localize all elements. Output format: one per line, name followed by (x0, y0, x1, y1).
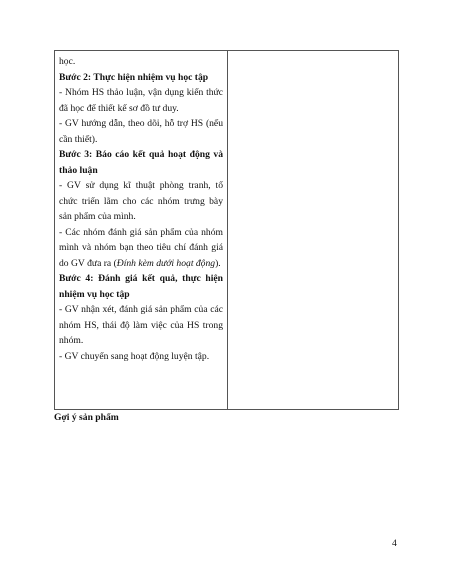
text-line: - Nhóm HS thảo luận, vận dụng kiến thức đã học để thiết kế sơ đồ tư duy. (59, 87, 223, 114)
step-4-heading: Bước 4: Đánh giá kết quả, thực hiện nhiệm vụ học tập (59, 273, 223, 300)
step-3-heading: Bước 3: Báo cáo kết quả hoạt động và thảo luận (59, 149, 223, 176)
step-2-heading: Bước 2: Thực hiện nhiệm vụ học tập (59, 71, 209, 83)
page-number: 4 (392, 538, 397, 549)
text-line: - GV hướng dẫn, theo dõi, hỗ trợ HS (nếu cần thiết). (59, 118, 223, 145)
lesson-activity-table (54, 50, 399, 410)
text-line: - GV sử dụng kĩ thuật phòng tranh, tổ chức triển lãm cho các nhóm trưng bày sản phẩm của mình. (59, 180, 223, 222)
text-line-end: ). (215, 257, 221, 269)
text-line: học. (59, 56, 76, 67)
text-line: - GV nhận xét, đánh giá sản phẩm của các nhóm HS, thái độ làm việc của HS trong nhóm. (59, 304, 223, 346)
text-line: - Các nhóm đánh giá sản phẩm của nhóm mình và nhóm bạn theo tiêu chí đánh giá do GV đưa ra ( (59, 226, 223, 269)
text-line: - GV chuyển sang hoạt động luyện tập. (59, 350, 210, 362)
product-suggestion-heading: Gợi ý sản phẩm (54, 412, 119, 423)
attachment-note: Đính kèm dưới hoạt động (116, 257, 216, 269)
text-line-with-note (59, 225, 223, 272)
activity-steps-cell (59, 54, 223, 364)
column-divider (227, 51, 228, 409)
